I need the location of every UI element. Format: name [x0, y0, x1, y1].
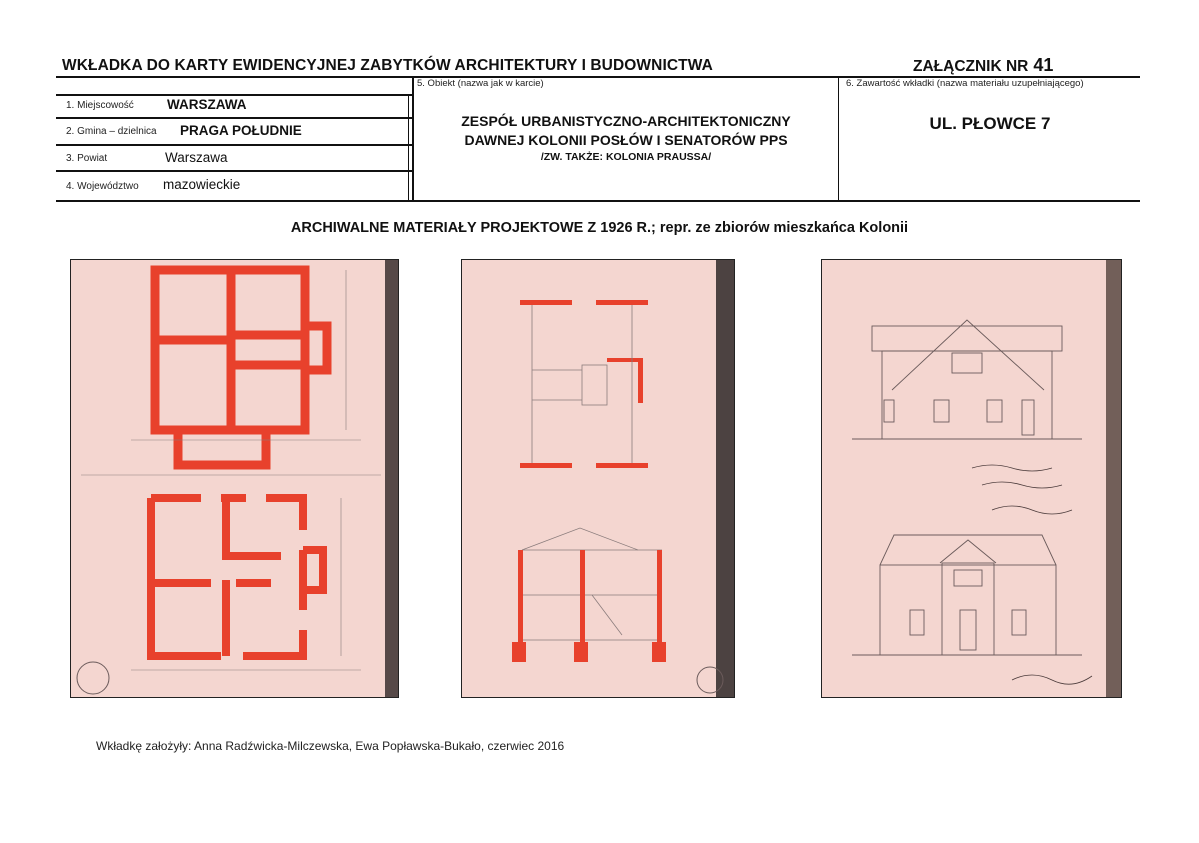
content-label: 6. Zawartość wkładki (nazwa materiału uzupełniającego): [846, 78, 1084, 89]
object-name-line3: /ZW. TAKŻE: KOLONIA PRAUSSA/: [540, 151, 712, 163]
section-svg: [462, 260, 734, 697]
credit-line: Wkładkę założyły: Anna Radźwicka-Milczewska, Ewa Popławska-Bukało, czerwiec 2016: [96, 739, 565, 753]
row-line-1: [56, 117, 412, 119]
row-line-3: [56, 170, 412, 172]
archive-title-bold: ARCHIWALNE MATERIAŁY PROJEKTOWE Z 1926 R.;: [290, 220, 656, 236]
location-inner-border: [408, 94, 409, 200]
object-label: 5. Obiekt (nazwa jak w karcie): [417, 78, 544, 89]
annex-number: [913, 55, 1053, 76]
archive-title: [0, 220, 1199, 236]
county-value: Warszawa: [165, 150, 228, 165]
annex-number-value: 41: [1033, 55, 1054, 75]
row-line-0: [56, 94, 412, 96]
object-name-line1: ZESPÓŁ URBANISTYCZNO-ARCHITEKTONICZNY: [461, 113, 791, 129]
elevation-drawing: [821, 259, 1122, 698]
district-label: 2. Gmina – dzielnica: [66, 126, 157, 137]
voivodeship-label: 4. Województwo: [66, 181, 139, 192]
county-label: 3. Powiat: [66, 153, 108, 164]
city-label: 1. Miejscowość: [66, 100, 134, 111]
content-value: UL. PŁOWCE 7: [929, 114, 1051, 133]
section-drawing: [461, 259, 735, 698]
elevation-svg: [822, 260, 1121, 697]
archive-title-rest: repr. ze zbiorów mieszkańca Kolonii: [659, 220, 909, 236]
city-value: WARSZAWA: [167, 97, 247, 112]
annex-label: ZAŁĄCZNIK NR: [913, 58, 1029, 75]
voivodeship-value: mazowieckie: [163, 177, 241, 192]
floor-plan-svg: [71, 260, 398, 697]
row-line-2: [56, 144, 412, 146]
district-value: PRAGA POŁUDNIE: [180, 123, 302, 138]
object-name-line2: DAWNEJ KOLONII POSŁÓW I SENATORÓW PPS: [464, 132, 788, 148]
floor-plan-drawing: [70, 259, 399, 698]
divider-object-block: [838, 77, 839, 200]
header-bottom-rule: [56, 200, 1140, 202]
sheet-title: WKŁADKA DO KARTY EWIDENCYJNEJ ZABYTKÓW ARCHITEKTURY I BUDOWNICTWA: [62, 57, 713, 74]
